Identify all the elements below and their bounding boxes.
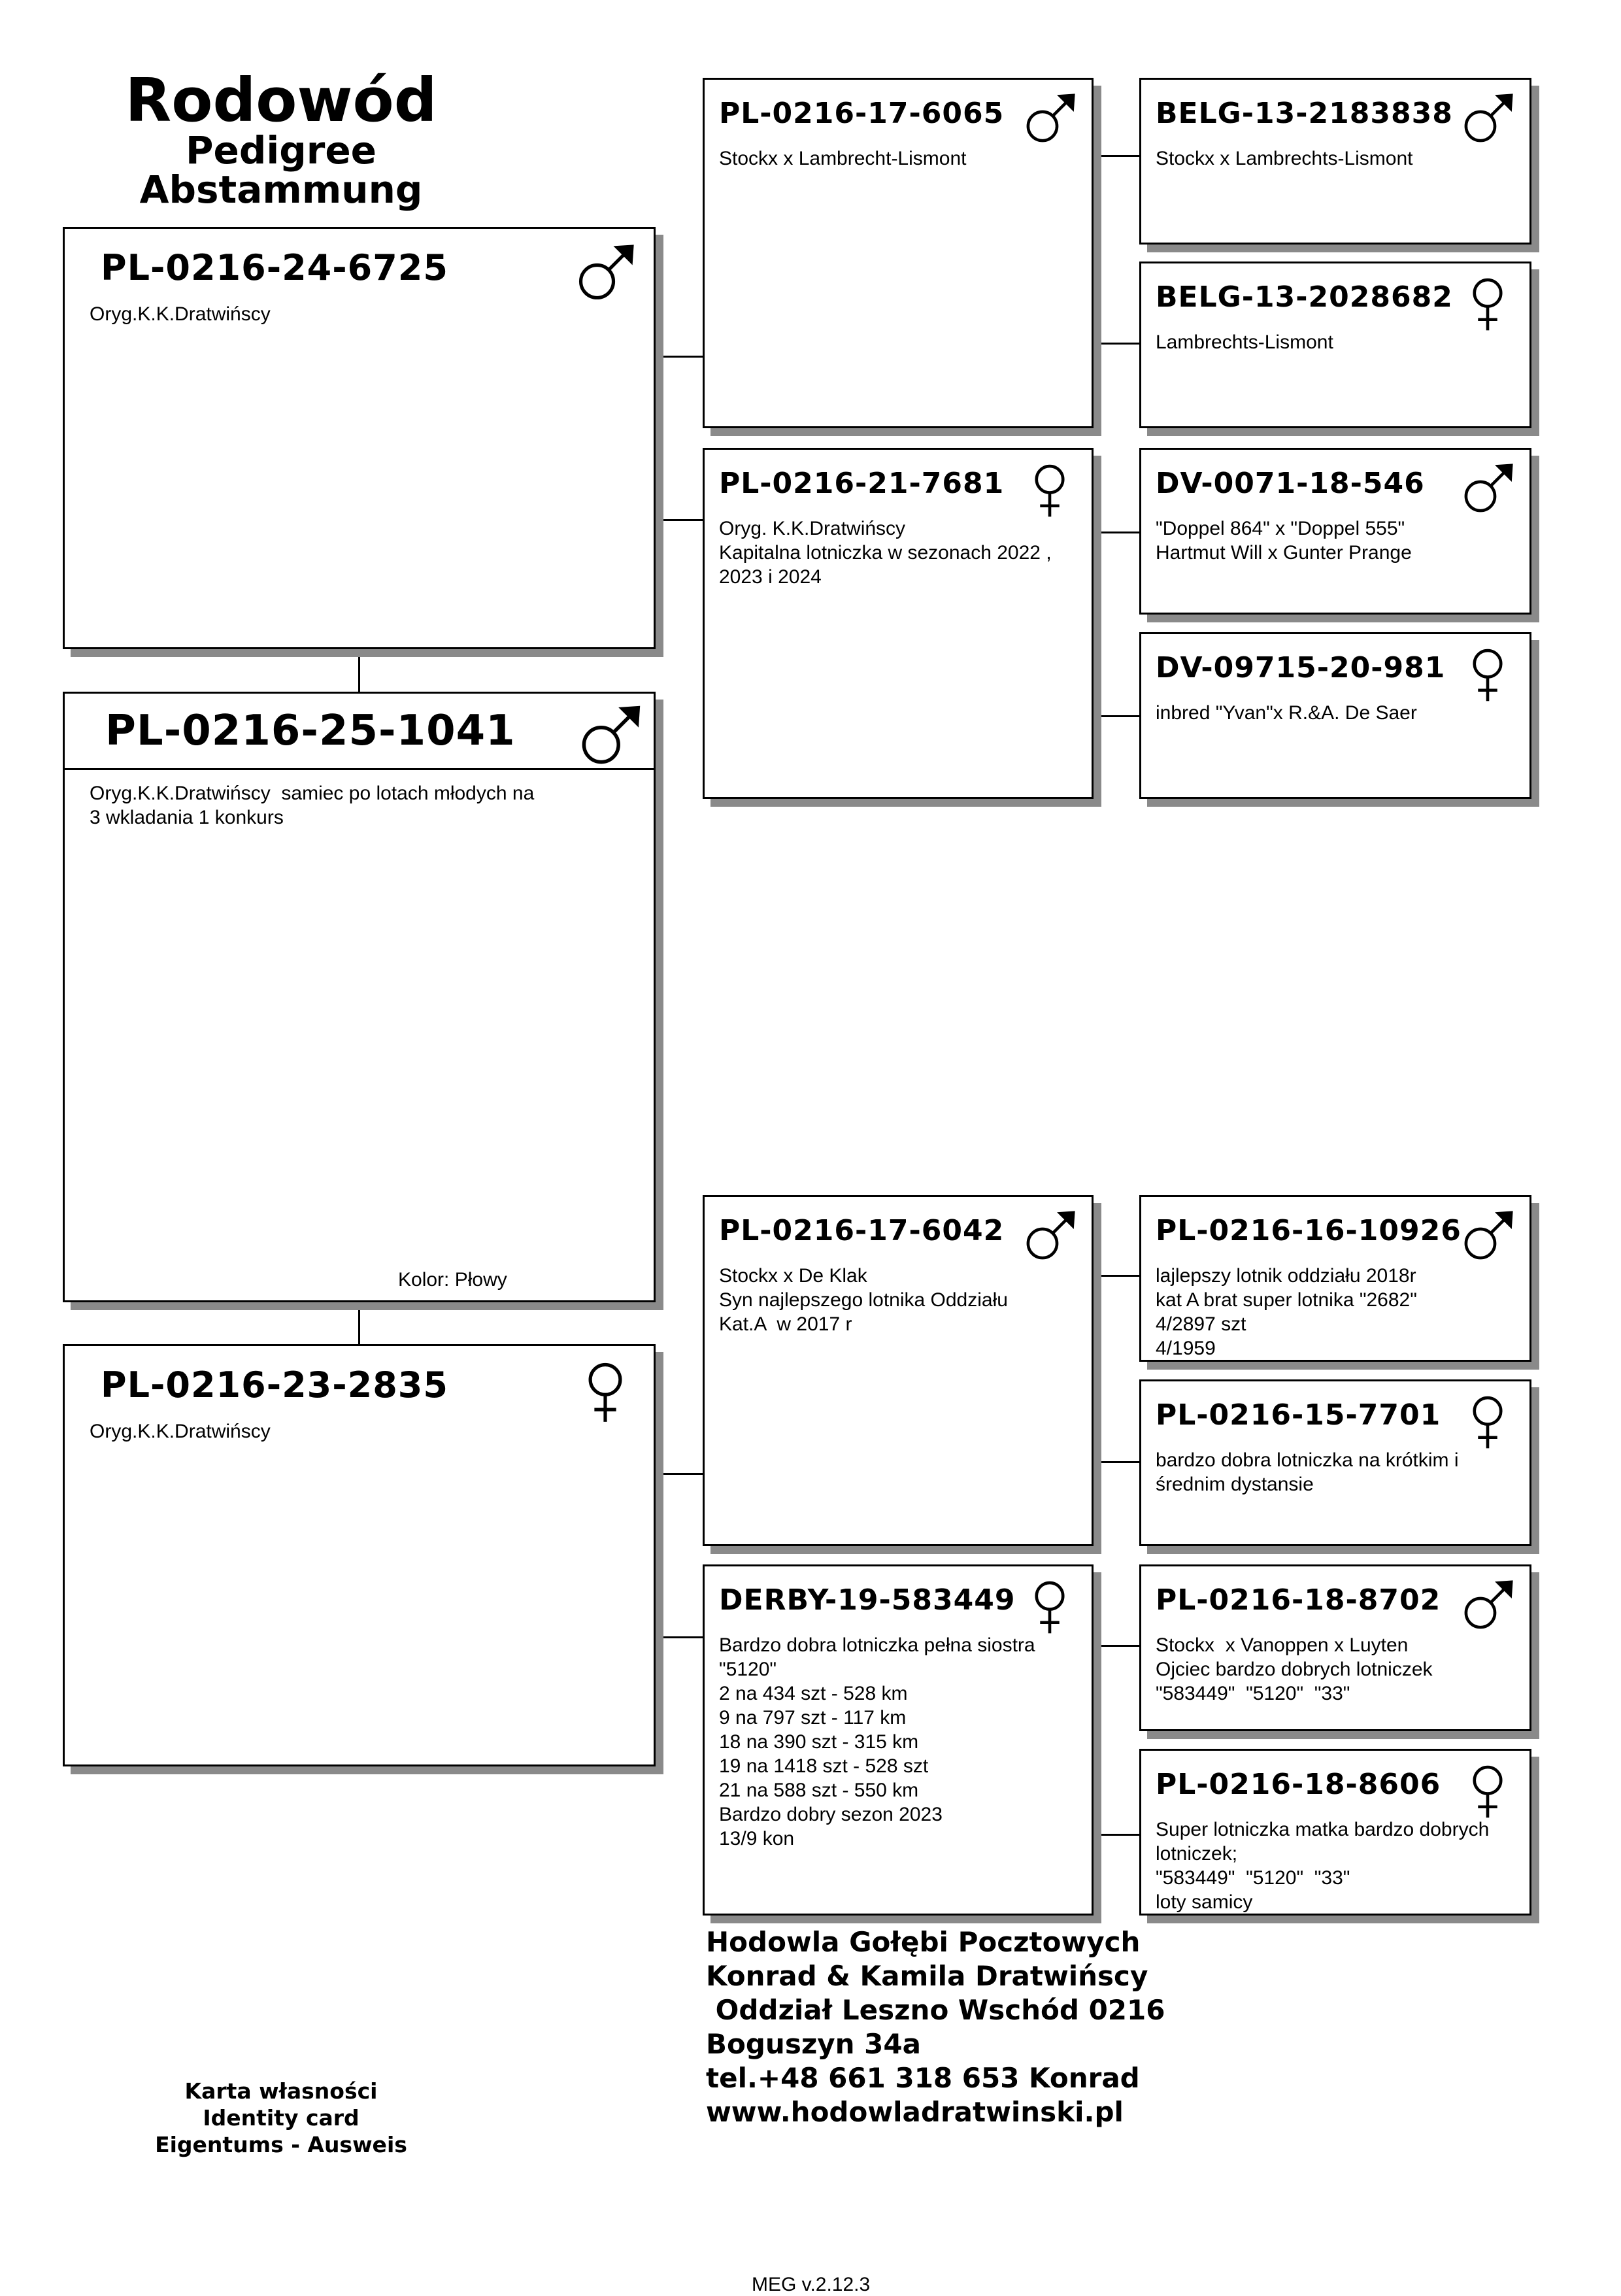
connector-father-fm [656, 519, 703, 521]
breeder-website: www.hodowladratwinski.pl [706, 2096, 1124, 2128]
mm-card [703, 1564, 1094, 1916]
male-sign-icon [1458, 89, 1518, 149]
page-subtitle-de: Abstammung [139, 167, 423, 212]
ff-card [703, 78, 1094, 428]
card-description: Oryg. K.K.Dratwińscy Kapitalna lotniczka w sezonach 2022 , 2023 i 2024 [719, 518, 1052, 588]
female-sign-icon [1458, 643, 1518, 703]
ring-number: PL-0216-25-1041 [105, 707, 516, 755]
ring-number: PL-0216-17-6042 [719, 1214, 1005, 1247]
female-sign-icon [1020, 1576, 1080, 1636]
card-description: Oryg.K.K.Dratwińscy samiec po lotach młodych na 3 wkladania 1 konkurs [90, 783, 535, 828]
identity-card-line: Identity card [203, 2105, 359, 2131]
connector-ff-ffm [1092, 343, 1139, 345]
male-sign-icon [1458, 1576, 1518, 1636]
header-divider [65, 768, 654, 770]
female-sign-icon [1458, 273, 1518, 333]
connector-subject-mother [358, 1301, 360, 1344]
page-title: Rodowód [125, 65, 437, 135]
color-label: Kolor: Płowy [398, 1269, 507, 1291]
card-description: Oryg.K.K.Dratwińscy [90, 303, 271, 325]
ring-number: DV-0071-18-546 [1156, 467, 1425, 500]
subject-card [63, 692, 656, 1302]
connector-father-ff [656, 356, 703, 358]
ring-number: BELG-13-2028682 [1156, 280, 1453, 314]
fm-card [703, 448, 1094, 799]
card-description: Bardzo dobra lotniczka pełna siostra "5120" 2 na 434 szt - 528 km 9 na 797 szt - 117 km 18 na 390 szt - 315 km 19 na 1418 szt - 528 szt 21 na 588 szt - 550 km Bardzo dobry sezon 2023 13/9 kon [719, 1634, 1035, 1849]
breeder-line: Hodowla Gołębi Pocztowych [706, 1926, 1141, 1958]
version-label: MEG v.2.12.3 [752, 2274, 871, 2295]
connector-father-subject [358, 647, 360, 692]
ring-number: BELG-13-2183838 [1156, 97, 1453, 130]
father-card [63, 227, 656, 649]
male-sign-icon [1020, 89, 1080, 149]
ring-number: PL-0216-24-6725 [101, 247, 448, 288]
title-block [118, 65, 444, 212]
ring-number: PL-0216-21-7681 [719, 467, 1005, 500]
female-sign-icon [1458, 1760, 1518, 1820]
breeder-info [706, 1925, 1165, 2129]
female-sign-icon [571, 1357, 639, 1425]
male-sign-icon [1458, 1206, 1518, 1266]
mmf-card [1139, 1564, 1531, 1731]
card-description: Lambrechts-Lismont [1156, 331, 1333, 353]
card-description: inbred "Yvan"x R.&A. De Saer [1156, 702, 1417, 724]
breeder-line: Konrad & Kamila Dratwińscy [706, 1960, 1148, 1992]
card-description: "Doppel 864" x "Doppel 555" Hartmut Will x Gunter Prange [1156, 518, 1412, 564]
page-subtitle-en: Pedigree [185, 128, 377, 173]
card-description: Oryg.K.K.Dratwińscy [90, 1421, 271, 1442]
connector-mother-mf [656, 1473, 703, 1475]
ring-number: PL-0216-23-2835 [101, 1364, 448, 1406]
card-description: bardzo dobra lotniczka na krótkim i średnim dystansie [1156, 1449, 1459, 1495]
connector-mf-mfm [1092, 1461, 1139, 1463]
mfm-card [1139, 1379, 1531, 1546]
male-sign-icon [1458, 459, 1518, 519]
connector-mm-mmf [1092, 1645, 1139, 1647]
card-description: lajlepszy lotnik oddziału 2018r kat A brat super lotnika "2682" 4/2897 szt 4/1959 [1156, 1265, 1417, 1359]
card-description: Stockx x Vanoppen x Luyten Ojciec bardzo dobrych lotniczek "583449" "5120" "33" [1156, 1634, 1433, 1704]
breeder-phone: tel.+48 661 318 653 Konrad [706, 2062, 1140, 2094]
connector-fm-fmm [1092, 715, 1139, 717]
ring-number: DERBY-19-583449 [719, 1583, 1016, 1617]
male-sign-icon [571, 239, 639, 307]
breeder-line: Oddział Leszno Wschód 0216 [706, 1994, 1165, 2026]
card-description: Super lotniczka matka bardzo dobrych lotniczek; "583449" "5120" "33" loty samicy [1156, 1819, 1490, 1913]
card-description: Stockx x Lambrechts-Lismont [1156, 148, 1413, 169]
mf-card [703, 1195, 1094, 1546]
identity-card-line: Karta własności [184, 2078, 378, 2104]
connector-mf-mff [1092, 1275, 1139, 1277]
male-sign-icon [574, 700, 646, 772]
male-sign-icon [1020, 1206, 1080, 1266]
ring-number: DV-09715-20-981 [1156, 651, 1446, 684]
connector-fm-fmf [1092, 532, 1139, 533]
ring-number: PL-0216-18-8606 [1156, 1768, 1441, 1801]
female-sign-icon [1458, 1391, 1518, 1451]
connector-mm-mmm [1092, 1834, 1139, 1836]
mother-card [63, 1344, 656, 1766]
ring-number: PL-0216-17-6065 [719, 97, 1005, 130]
ring-number: PL-0216-18-8702 [1156, 1583, 1441, 1617]
fff-card [1139, 78, 1531, 245]
connector-ff-fff [1092, 155, 1139, 157]
fmf-card [1139, 448, 1531, 615]
identity-card-label [118, 2078, 444, 2158]
fmm-card [1139, 632, 1531, 799]
breeder-line: Boguszyn 34a [706, 2028, 921, 2060]
ring-number: PL-0216-15-7701 [1156, 1398, 1441, 1432]
female-sign-icon [1020, 459, 1080, 519]
ring-number: PL-0216-16-10926 [1156, 1214, 1462, 1247]
identity-card-line: Eigentums - Ausweis [155, 2132, 407, 2157]
card-description: Stockx x De Klak Syn najlepszego lotnika Oddziału Kat.A w 2017 r [719, 1265, 1008, 1335]
mff-card [1139, 1195, 1531, 1362]
ffm-card [1139, 262, 1531, 428]
mmm-card [1139, 1749, 1531, 1916]
connector-mother-mm [656, 1636, 703, 1638]
card-description: Stockx x Lambrecht-Lismont [719, 148, 967, 169]
